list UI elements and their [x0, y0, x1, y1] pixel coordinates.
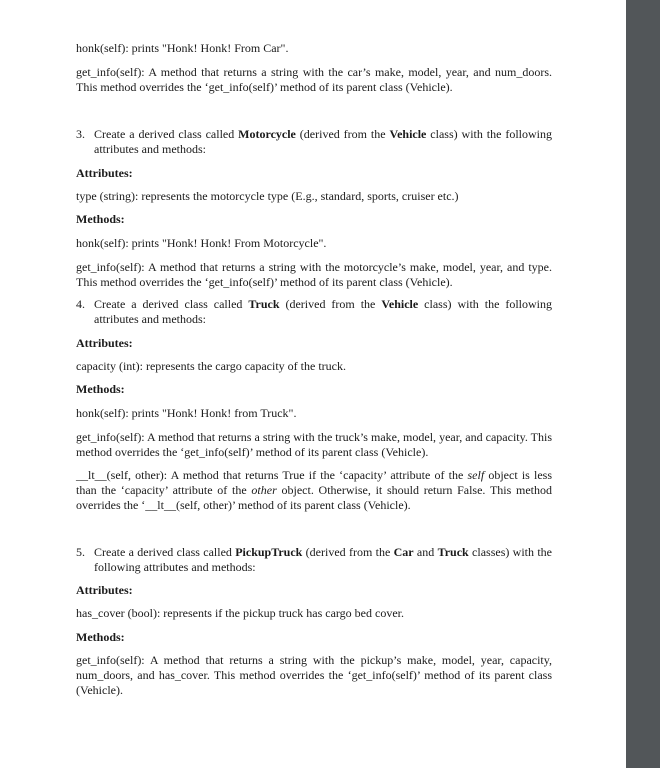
truck-lt-part-a: __lt__(self, other): A method that returns True if the ‘capacity’ attribute of the — [76, 468, 468, 482]
item-5-parent-2: Truck — [437, 545, 469, 559]
item-5-number: 5. — [76, 545, 85, 559]
truck-lt-part-c: object. Otherwise, it should return False. This method overrides the ‘__lt__(self, other)’ method of its parent class (Vehicle). — [76, 483, 553, 512]
item-3-parent: Vehicle — [389, 127, 427, 141]
item-5-text — [94, 545, 552, 575]
truck-capacity-attribute: capacity (int): represents the cargo capacity of the truck. — [76, 359, 346, 373]
truck-honk-method: honk(self): prints "Honk! Honk! from Truck". — [76, 406, 297, 420]
item-3-pre: Create a derived class called — [94, 127, 239, 141]
item-5-pre: Create a derived class called — [94, 545, 236, 559]
pickup-has-cover-attribute: has_cover (bool): represents if the pickup truck has cargo bed cover. — [76, 606, 404, 620]
item-5-parent-1: Car — [393, 545, 414, 559]
item-3-class-name: Motorcycle — [238, 127, 296, 141]
motorcycle-type-attribute: type (string): represents the motorcycle type (E.g., standard, sports, cruiser etc.) — [76, 189, 459, 203]
item-4-pre: Create a derived class called — [94, 297, 249, 311]
item-4-number: 4. — [76, 297, 85, 311]
truck-lt-part-b: object is less than the ‘capacity’ attribute of the — [76, 468, 552, 497]
motorcycle-get-info-method: get_info(self): A method that returns a string with the motorcycle’s make, model, year, and type. This method overrides the ‘get_info(self)’ method of its parent class (Vehicle). — [76, 260, 552, 289]
truck-methods-heading: Methods: — [76, 382, 125, 396]
truck-attributes-heading: Attributes: — [76, 336, 133, 350]
item-3-text — [94, 127, 552, 157]
truck-lt-other-word: other — [251, 483, 277, 497]
item-3-mid: (derived from the — [295, 127, 390, 141]
car-get-info-method: get_info(self): A method that returns a string with the car’s make, model, year, and num_doors. This method overrides the ‘get_info(self)’ method of its parent class (Vehicle). — [76, 65, 552, 94]
item-3-post: class) with the following attributes and methods: — [94, 127, 553, 156]
truck-lt-self-word: self — [467, 468, 485, 482]
item-4-text — [94, 297, 552, 327]
motorcycle-honk-method: honk(self): prints "Honk! Honk! From Motorcycle". — [76, 236, 327, 250]
item-4-mid: (derived from the — [279, 297, 382, 311]
item-4-class-name: Truck — [248, 297, 280, 311]
pickup-attributes-heading: Attributes: — [76, 583, 133, 597]
item-4-parent: Vehicle — [381, 297, 419, 311]
item-5-post: classes) with the following attributes and methods: — [94, 545, 553, 574]
item-5-mid: (derived from the — [302, 545, 394, 559]
item-5-and: and — [413, 545, 438, 559]
motorcycle-methods-heading: Methods: — [76, 212, 125, 226]
car-honk-method: honk(self): prints "Honk! Honk! From Car". — [76, 41, 289, 55]
item-3-number: 3. — [76, 127, 85, 141]
pickup-methods-heading: Methods: — [76, 630, 125, 644]
item-4-post: class) with the following attributes and methods: — [94, 297, 553, 326]
viewer-background-gutter — [626, 0, 660, 768]
motorcycle-attributes-heading: Attributes: — [76, 166, 133, 180]
pickup-get-info-method: get_info(self): A method that returns a string with the pickup’s make, model, year, capacity, num_doors, and has_cover. This method overrides the ‘get_info(self)’ method of its parent class (Vehicle). — [76, 653, 552, 697]
truck-lt-method — [76, 468, 552, 513]
item-5-class-name: PickupTruck — [235, 545, 303, 559]
truck-get-info-method: get_info(self): A method that returns a string with the truck’s make, model, year, and capacity. This method overrides the ‘get_info(self)’ method of its parent class (Vehicle). — [76, 430, 552, 459]
